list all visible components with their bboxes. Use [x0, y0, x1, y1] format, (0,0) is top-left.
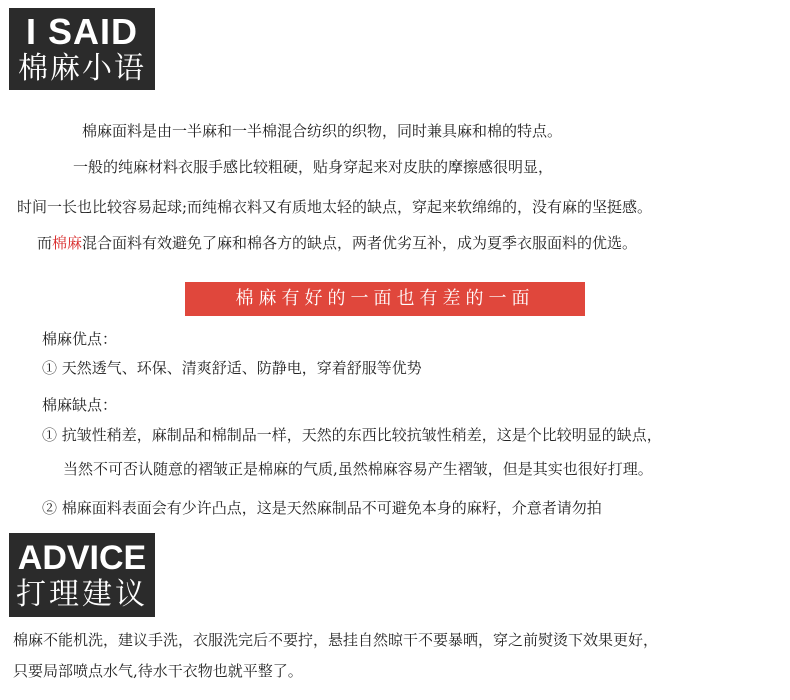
cons-item-1-line-2: 当然不可否认随意的褶皱正是棉麻的气质,虽然棉麻容易产生褶皱，但是其实也很好打理。 — [63, 460, 653, 478]
cons-label: 棉麻缺点： — [42, 396, 118, 414]
cons-item-2: ② 棉麻面料表面会有少许凸点，这是天然麻制品不可避免本身的麻籽，介意者请勿拍 — [42, 499, 602, 517]
intro-paragraph-4 — [37, 232, 637, 253]
badge-heading-cn: 打理建议 — [16, 577, 148, 612]
intro-p4-prefix: 而 — [37, 234, 53, 252]
badge-heading-cn: 棉麻小语 — [18, 51, 146, 86]
intro-p4-suffix: 混合面料有效避免了麻和棉各方的缺点，两者优劣互补，成为夏季衣服面料的优选。 — [82, 234, 638, 252]
advice-line-2: 只要局部喷点水气,待水干衣物也就平整了。 — [13, 662, 303, 680]
intro-paragraph-2: 一般的纯麻材料衣服手感比较粗硬，贴身穿起来对皮肤的摩擦感很明显， — [73, 158, 554, 176]
pros-cons-banner: 棉麻有好的一面也有差的一面 — [185, 282, 585, 316]
pros-item-1: ① 天然透气、环保、清爽舒适、防静电，穿着舒服等优势 — [42, 359, 422, 377]
badge-heading-en: I SAID — [25, 11, 138, 52]
highlight-text: 棉麻 — [52, 234, 83, 252]
cons-item-1-line-1: ① 抗皱性稍差，麻制品和棉制品一样，天然的东西比较抗皱性稍差，这是个比较明显的缺点， — [42, 426, 662, 444]
intro-paragraph-3: 时间一长也比较容易起球;而纯棉衣料又有质地太轻的缺点，穿起来软绵绵的，没有麻的坚挺感。 — [17, 198, 653, 216]
badge-heading-en: ADVICE — [17, 539, 147, 577]
advice-line-1: 棉麻不能机洗，建议手洗，衣服洗完后不要拧，悬挂自然晾干不要暴晒，穿之前熨烫下效果更好， — [13, 631, 659, 649]
pros-label: 棉麻优点： — [42, 330, 118, 348]
i-said-badge — [9, 8, 155, 90]
intro-paragraph-1: 棉麻面料是由一半麻和一半棉混合纺织的织物，同时兼具麻和棉的特点。 — [82, 122, 563, 140]
advice-badge — [9, 533, 155, 617]
